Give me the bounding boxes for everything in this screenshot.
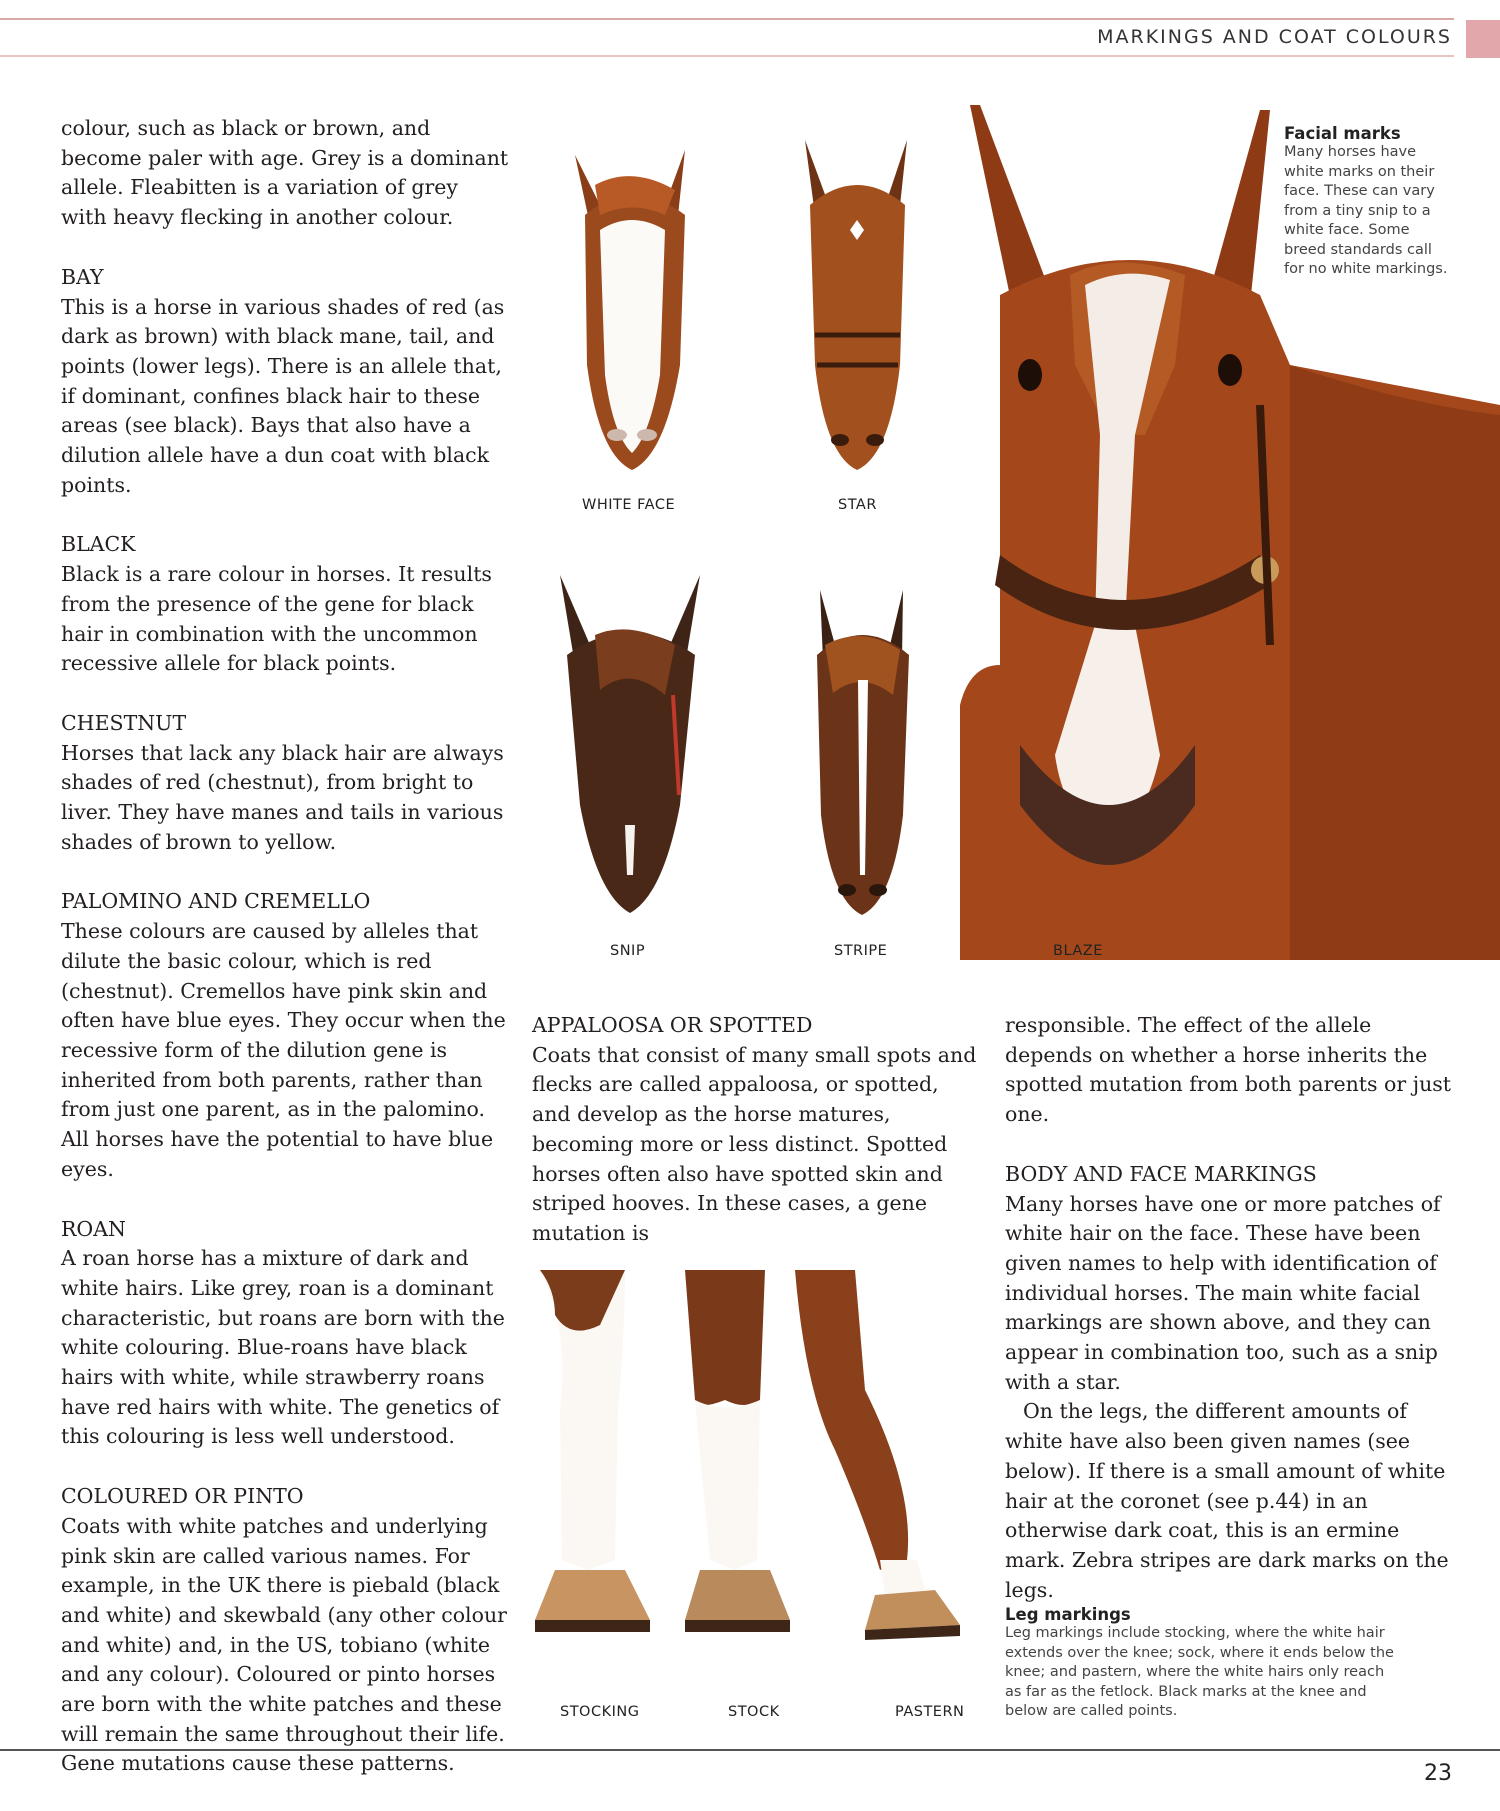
middle-column <box>532 1011 980 1249</box>
facial-marks-title: Facial marks <box>1284 124 1401 143</box>
left-column <box>61 114 509 1779</box>
pastern-leg-illustration <box>795 1270 965 1670</box>
leg-markings-title: Leg markings <box>1005 1605 1131 1624</box>
roan-paragraph: A roan horse has a mixture of dark and white hairs. Like grey, roan is a dominant characteristic, but roans are born with the white colouring. Blue-roans have black hairs with white, while strawberry roans have red hairs with white. The genetics of this colouring is less well understood. <box>61 1246 505 1449</box>
bay-heading: BAY <box>61 264 104 289</box>
intro-paragraph: colour, such as black or brown, and become paler with age. Grey is a dominant allele. Fleabitten is a variation of grey with heavy flecking in another colour. <box>61 116 509 230</box>
palomino-paragraph: These colours are caused by alleles that dilute the basic colour, which is red (chestnut). Cremellos have pink skin and often have blue eyes. They occur when the recessive form of the dilution gene is inherited from both parents, rather than from just one parent, as in the palomino. All horses have the potential to have blue eyes. <box>61 919 506 1181</box>
leg-markings-text: Leg markings include stocking, where the white hair extends over the knee; sock, where it ends below the knee; and pastern, where the white hairs only reach as far as the fetlock. Black marks at the knee and below are called points. <box>1005 1625 1394 1719</box>
chestnut-heading: CHESTNUT <box>61 710 187 735</box>
markings-paragraph-2: On the legs, the different amounts of white have also been given names (see below). If there is a small amount of white hair at the coronet (see p.44) in an otherwise dark coat, this is an ermine mark. Zebra stripes are dark marks on the legs. <box>1005 1399 1449 1602</box>
caption-stock: STOCK <box>728 1704 780 1720</box>
chestnut-paragraph: Horses that lack any black hair are always shades of red (chestnut), from bright to liver. They have manes and tails in various shades of brown to yellow. <box>61 740 504 854</box>
appaloosa-heading: APPALOOSA OR SPOTTED <box>532 1013 813 1037</box>
pinto-paragraph: Coats with white patches and underlying pink skin are called various names. For example, in the UK there is piebald (black and white) and skewbald (any other colour and white) and, in the US, tobiano (white and any colour). Coloured or pinto horses are born with the white patches and these will remain the same throughout their life. Gene mutations cause these patterns. <box>61 1513 507 1776</box>
palomino-heading: PALOMINO AND CREMELLO <box>61 889 371 914</box>
caption-snip: SNIP <box>610 943 646 959</box>
snip-horse-illustration <box>555 575 705 915</box>
caption-pastern: PASTERN <box>895 1704 965 1720</box>
bay-paragraph: This is a horse in various shades of red (as dark as brown) with black mane, tail, and points (lower legs). There is an allele that, if dominant, confines black hair to these areas (see black). Bays that also have a dilution allele have a dun coat with black points. <box>61 294 505 497</box>
header-rule-bottom <box>0 55 1454 57</box>
caption-white-face: WHITE FACE <box>582 497 676 513</box>
black-heading: BLACK <box>61 532 136 557</box>
running-head: MARKINGS AND COAT COLOURS <box>1097 26 1452 48</box>
footer-rule <box>0 1749 1500 1751</box>
caption-stocking: STOCKING <box>560 1704 640 1720</box>
roan-heading: ROAN <box>61 1216 126 1241</box>
leg-markings-box <box>1005 1605 1395 1722</box>
caption-star: STAR <box>838 497 877 513</box>
appaloosa-paragraph: Coats that consist of many small spots and flecks are called appaloosa, or spotted, and develop as the horse matures, becoming more or less distinct. Spotted horses often also have spotted skin and striped hooves. In these cases, a gene mutation is <box>532 1042 977 1245</box>
page-number: 23 <box>1424 1761 1452 1786</box>
section-tab <box>1466 20 1500 58</box>
caption-stripe: STRIPE <box>834 943 888 959</box>
markings-paragraph-1: Many horses have one or more patches of white hair on the face. These have been given names to help with identification of individual horses. The main white facial markings are shown above, and they can appear in combination too, such as a snip with a star. <box>1005 1191 1441 1394</box>
stripe-horse-illustration <box>805 585 920 920</box>
white-face-horse-illustration <box>565 135 700 475</box>
caption-blaze: BLAZE <box>1053 943 1103 959</box>
pinto-heading: COLOURED OR PINTO <box>61 1484 304 1509</box>
markings-heading: BODY AND FACE MARKINGS <box>1005 1161 1317 1186</box>
header-rule-top <box>0 18 1454 20</box>
continuation-paragraph: responsible. The effect of the allele depends on whether a horse inherits the spotted mutation from both parents or just one. <box>1005 1013 1452 1127</box>
facial-marks-text: Many horses have white marks on their face. These can vary from a tiny snip to a white face. Some breed standards call for no white markings. <box>1284 144 1448 277</box>
facial-marks-box <box>1284 124 1454 280</box>
right-column <box>1005 1011 1453 1605</box>
stock-leg-illustration <box>685 1270 795 1670</box>
stocking-leg-illustration <box>530 1270 665 1670</box>
black-paragraph: Black is a rare colour in horses. It results from the presence of the gene for black hair in combination with the uncommon recessive allele for black points. <box>61 562 492 676</box>
star-horse-illustration <box>795 135 920 475</box>
